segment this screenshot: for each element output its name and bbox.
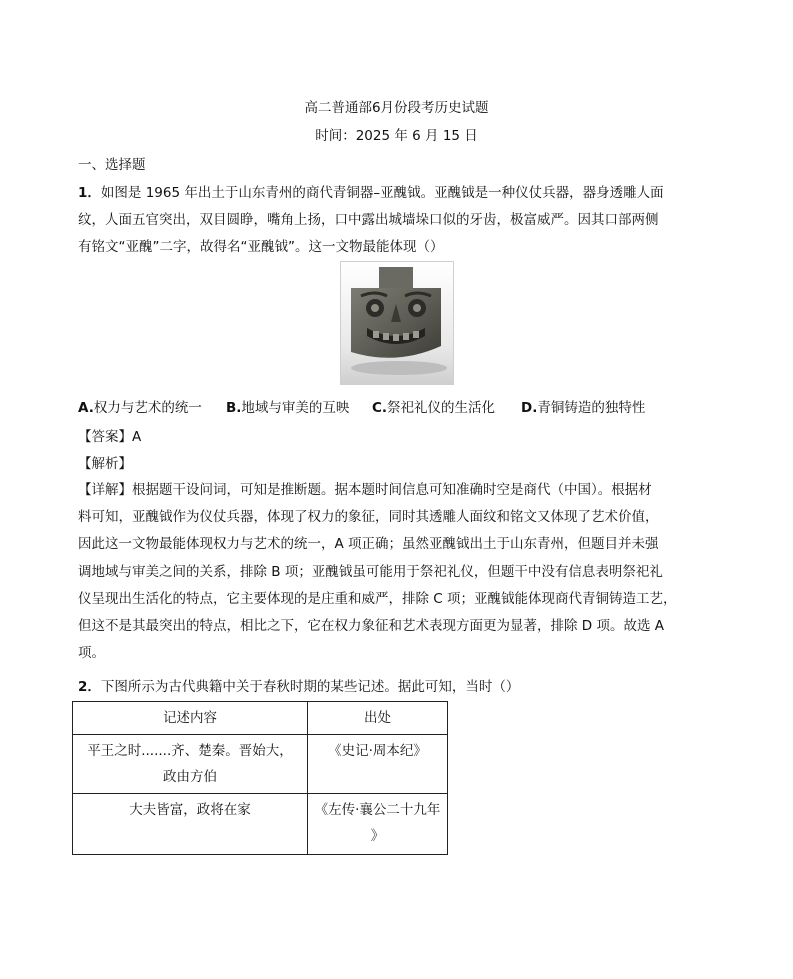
detail-line-5: 仪呈现出生活化的特点，它主要体现的是庄重和威严，排除 C 项；亚醜钺能体现商代青铜铸造工艺， (78, 591, 677, 607)
exam-time: 时间：2025 年 6 月 15 日 (315, 128, 478, 144)
question-1-line-1 (78, 181, 698, 201)
table-cell-source (308, 794, 448, 855)
question-2-line (78, 675, 698, 695)
question-1-text-1: 如图是 1965 年出土于山东青州的商代青铜器–亚醜钺。亚醜钺是一种仪仗兵器，器身透雕人面 (100, 185, 664, 201)
detail-line-4: 调地域与审美之间的关系，排除 B 项；亚醜钺虽可能用于祭祀礼仪，但题干中没有信息表明祭祀礼 (78, 564, 663, 580)
table-cell-content-line: 政由方伯 (163, 769, 217, 785)
option-c (372, 396, 495, 416)
table-cell-content: 大夫皆富，政将在家 (73, 794, 308, 855)
bronze-axe-icon (341, 262, 453, 384)
option-d (521, 396, 645, 416)
question-1-number: 1． (78, 185, 101, 201)
detail-line-2: 料可知，亚醜钺作为仪仗兵器，体现了权力的象征，同时其透雕人面纹和铭文又体现了艺术价值， (78, 509, 659, 525)
option-a-text: 权力与艺术的统一 (93, 400, 202, 416)
table-cell-content (73, 735, 308, 794)
question-2-text: 下图所示为古代典籍中关于春秋时期的某些记述。据此可知，当时（） (100, 679, 520, 695)
question-2-number: 2． (78, 679, 101, 695)
table-header-row (73, 702, 448, 735)
option-b (226, 396, 349, 416)
artifact-image (340, 261, 454, 385)
option-d-key: D. (521, 400, 538, 416)
table-row (73, 735, 448, 794)
question-1-line-3: 有铭文“亚醜”二字，故得名“亚醜钺”。这一文物最能体现（） (78, 239, 444, 255)
option-a-key: A. (78, 400, 94, 416)
detail-line-1 (78, 478, 698, 498)
page-title: 高二普通部6月份段考历史试题 (304, 100, 489, 116)
option-b-key: B. (226, 400, 242, 416)
section-heading: 一、选择题 (78, 157, 146, 173)
option-c-key: C. (372, 400, 388, 416)
table-cell-content-line: 平王之时.......齐、楚秦。晋始大， (87, 743, 293, 759)
detail-line-7: 项。 (78, 645, 105, 661)
answer-tag: 【答案】 (78, 429, 132, 445)
detail-line-3: 因此这一文物最能体现权力与艺术的统一，A 项正确；虽然亚醜钺出土于山东青州，但题目并未强 (78, 536, 659, 552)
table-cell-source-line: 》 (370, 828, 385, 844)
table-header-content: 记述内容 (73, 702, 308, 735)
table-cell-source-line: 《左传·襄公二十九年 (314, 802, 441, 818)
option-a (78, 396, 202, 416)
answer-line (78, 425, 141, 445)
records-table (72, 701, 448, 855)
analysis-tag: 【解析】 (78, 456, 132, 472)
table-header-source: 出处 (308, 702, 448, 735)
option-d-text: 青铜铸造的独特性 (537, 400, 646, 416)
option-b-text: 地域与审美的互映 (241, 400, 350, 416)
option-c-text: 祭祀礼仪的生活化 (387, 400, 496, 416)
table-cell-source: 《史记·周本纪》 (308, 735, 448, 794)
table-row (73, 794, 448, 855)
detail-line-6: 但这不是其最突出的特点，相比之下，它在权力象征和艺术表现方面更为显著，排除 D 项。故选 A (78, 618, 665, 634)
answer-value: A (132, 429, 142, 445)
detail-text-1: 根据题干设问词，可知是推断题。据本题时间信息可知准确时空是商代（中国）。根据材 (132, 482, 652, 498)
question-1-line-2: 纹，人面五官突出，双目圆睁，嘴角上扬，口中露出城墙垛口似的牙齿，极富威严。因其口部两侧 (78, 212, 659, 228)
detail-tag: 【详解】 (78, 482, 132, 498)
